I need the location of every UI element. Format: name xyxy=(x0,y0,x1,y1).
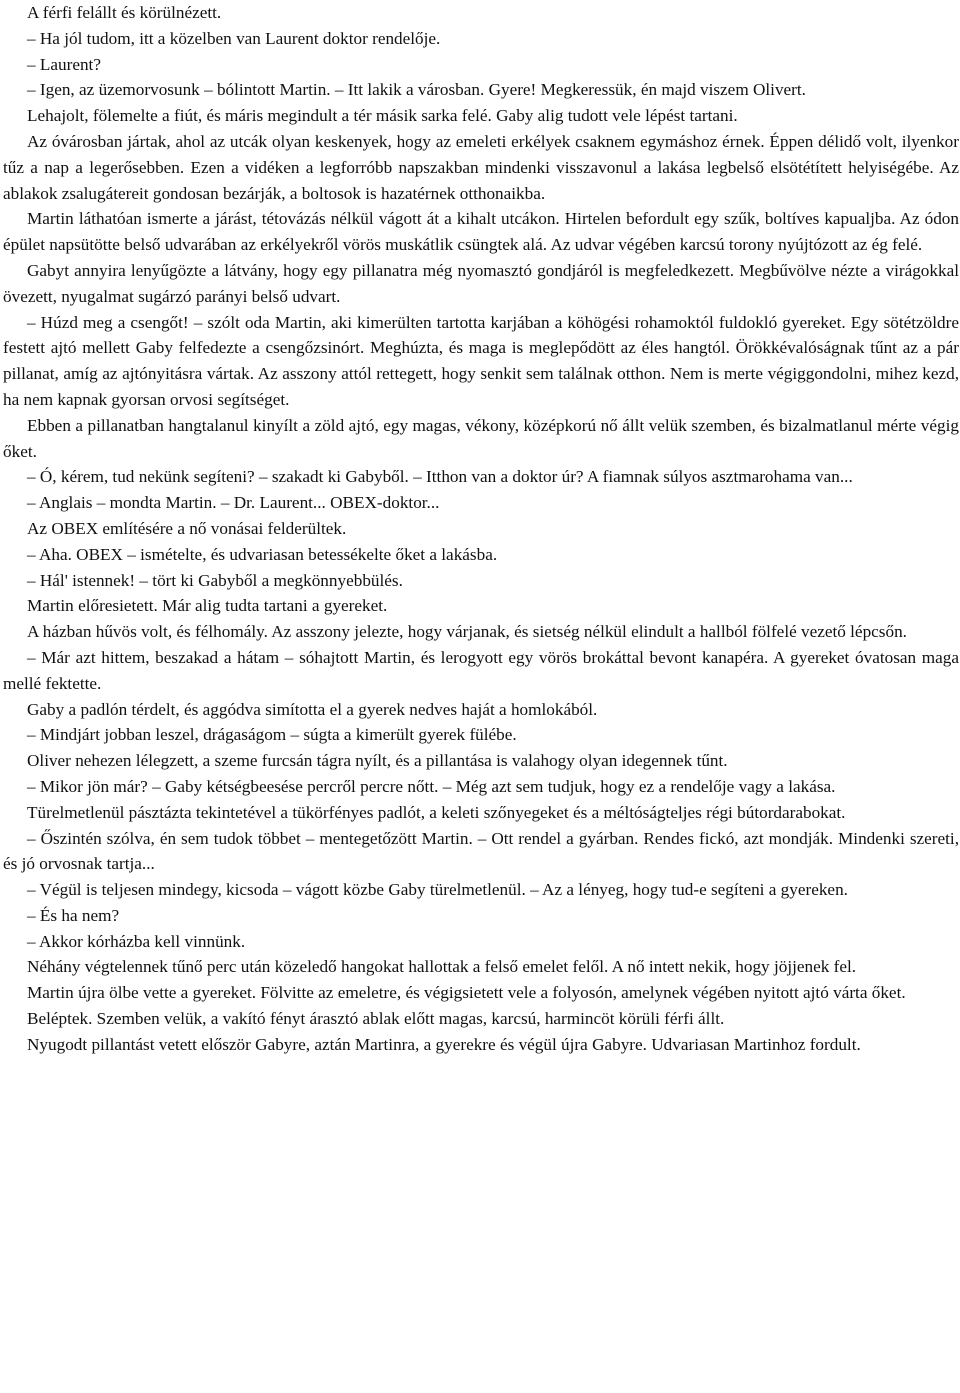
paragraph: Martin előresietett. Már alig tudta tartani a gyereket. xyxy=(27,596,388,616)
paragraph: – Akkor kórházba kell vinnünk. xyxy=(27,931,246,951)
paragraph: Néhány végtelennek tűnő perc után közeledő hangokat hallottak a felső emelet felől. A nő intett nekik, hogy jöjjenek fel. xyxy=(27,957,857,977)
paragraph: – Ha jól tudom, itt a közelben van Laurent doktor rendelője. xyxy=(27,28,441,48)
paragraph: – Aha. OBEX – ismételte, és udvariasan betessékelte őket a lakásba. xyxy=(27,544,498,564)
paragraph: – Őszintén szólva, én sem tudok többet – mentegetőzött Martin. – Ott rendel a gyárban. Rendes fickó, azt mondják. Mindenki szereti, és jó orvosnak tartja... xyxy=(3,828,959,874)
paragraph: Ebben a pillanatban hangtalanul kinyílt a zöld ajtó, egy magas, vékony, középkorú nő állt velük szemben, és bizalmatlanul mérte végig őket. xyxy=(3,415,959,461)
paragraph: – Már azt hittem, beszakad a hátam – sóhajtott Martin, és lerogyott egy vörös brokáttal bevont kanapéra. A gyereket óvatosan maga mellé fektette. xyxy=(3,647,959,693)
paragraph: Gaby a padlón térdelt, és aggódva simította el a gyerek nedves haját a homlokából. xyxy=(27,699,598,719)
paragraph: Az OBEX említésére a nő vonásai felderültek. xyxy=(27,518,347,538)
paragraph: Gabyt annyira lenyűgözte a látvány, hogy egy pillanatra még nyomasztó gondjáról is megfeledkezett. Megbűvölve nézte a virágokkal övezett, nyugalmat sugárzó parányi belső udvart. xyxy=(3,260,959,306)
paragraph: – Igen, az üzemorvosunk – bólintott Martin. – Itt lakik a városban. Gyere! Megkeressük, én majd viszem Olivert. xyxy=(27,80,806,100)
paragraph: Martin újra ölbe vette a gyereket. Fölvitte az emeletre, és végigsietett vele a folyosón, amelynek végében nyitott ajtó várta őket. xyxy=(27,983,906,1003)
paragraph: A házban hűvös volt, és félhomály. Az asszony jelezte, hogy várjanak, és sietség nélkül elindult a hallból fölfelé vezető lépcsőn. xyxy=(27,622,907,642)
paragraph: – Ó, kérem, tud nekünk segíteni? – szakadt ki Gabyből. – Itthon van a doktor úr? A fiamnak súlyos asztmarohama van... xyxy=(27,467,853,487)
paragraph: – Hál' istennek! – tört ki Gabyből a megkönnyebbülés. xyxy=(27,570,403,590)
paragraph: – Mikor jön már? – Gaby kétségbeesése percről percre nőtt. – Még azt sem tudjuk, hogy ez a rendelője vagy a lakása. xyxy=(27,776,836,796)
paragraph: Türelmetlenül pásztázta tekintetével a tükörfényes padlót, a keleti szőnyegeket és a méltóságteljes régi bútordarabokat. xyxy=(27,802,846,822)
paragraph: – És ha nem? xyxy=(27,905,120,925)
paragraph: Az óvárosban jártak, ahol az utcák olyan keskenyek, hogy az emeleti erkélyek csaknem egymáshoz érnek. Éppen délidő volt, ilyenkor tűz a nap a legerősebben. Ezen a vidéken a legforróbb napszakban mindenki visszavonul a lakása legbelső elsötétített helyiségébe. Az ablakok zsalugátereit gondosan bezárják, a boltosok is hazatérnek otthonaikba. xyxy=(3,131,959,203)
paragraph: – Húzd meg a csengőt! – szólt oda Martin, aki kimerülten tartotta karjában a köhögési rohamoktól fuldokló gyereket. Egy sötétzöldre festett ajtó mellett Gaby felfedezte a csengőzsinórt. Meghúzta, és maga is meglepődött az éles hangtól. Örökkévalóságnak tűnt az a pár pillanat, amíg az ajtónyitásra vártak. Az asszony attól rettegett, hogy senkit sem találnak otthon. Nem is merte végiggondolni, mihez kezd, ha nem kapnak gyorsan orvosi segítséget. xyxy=(3,312,959,409)
paragraph: Beléptek. Szemben velük, a vakító fényt árasztó ablak előtt magas, karcsú, harmincöt körüli férfi állt. xyxy=(27,1009,725,1029)
paragraph: – Laurent? xyxy=(27,54,101,74)
paragraph: – Mindjárt jobban leszel, drágaságom – súgta a kimerült gyerek fülébe. xyxy=(27,725,517,745)
paragraph: – Végül is teljesen mindegy, kicsoda – vágott közbe Gaby türelmetlenül. – Az a lényeg, hogy tud-e segíteni a gyereken. xyxy=(27,880,848,900)
paragraph: A férfi felállt és körülnézett. xyxy=(27,3,222,22)
paragraph: Martin láthatóan ismerte a járást, tétovázás nélkül vágott át a kihalt utcákon. Hirtelen befordult egy szűk, boltíves kapualjba. Az ódon épület napsütötte belső udvarában az erkélyekről vörös muskátlik csüngtek alá. Az udvar végében karcsú torony nyújtózott az ég felé. xyxy=(3,209,959,255)
paragraph: Lehajolt, fölemelte a fiút, és máris megindult a tér másik sarka felé. Gaby alig tudott vele lépést tartani. xyxy=(27,106,738,126)
paragraph: Nyugodt pillantást vetett először Gabyre, aztán Martinra, a gyerekre és végül újra Gabyre. Udvariasan Martinhoz fordult. xyxy=(27,1034,861,1054)
paragraph: – Anglais – mondta Martin. – Dr. Laurent... OBEX-doktor... xyxy=(27,493,440,513)
paragraph: Oliver nehezen lélegzett, a szeme furcsán tágra nyílt, és a pillantása is valahogy olyan idegennek tűnt. xyxy=(27,751,728,771)
